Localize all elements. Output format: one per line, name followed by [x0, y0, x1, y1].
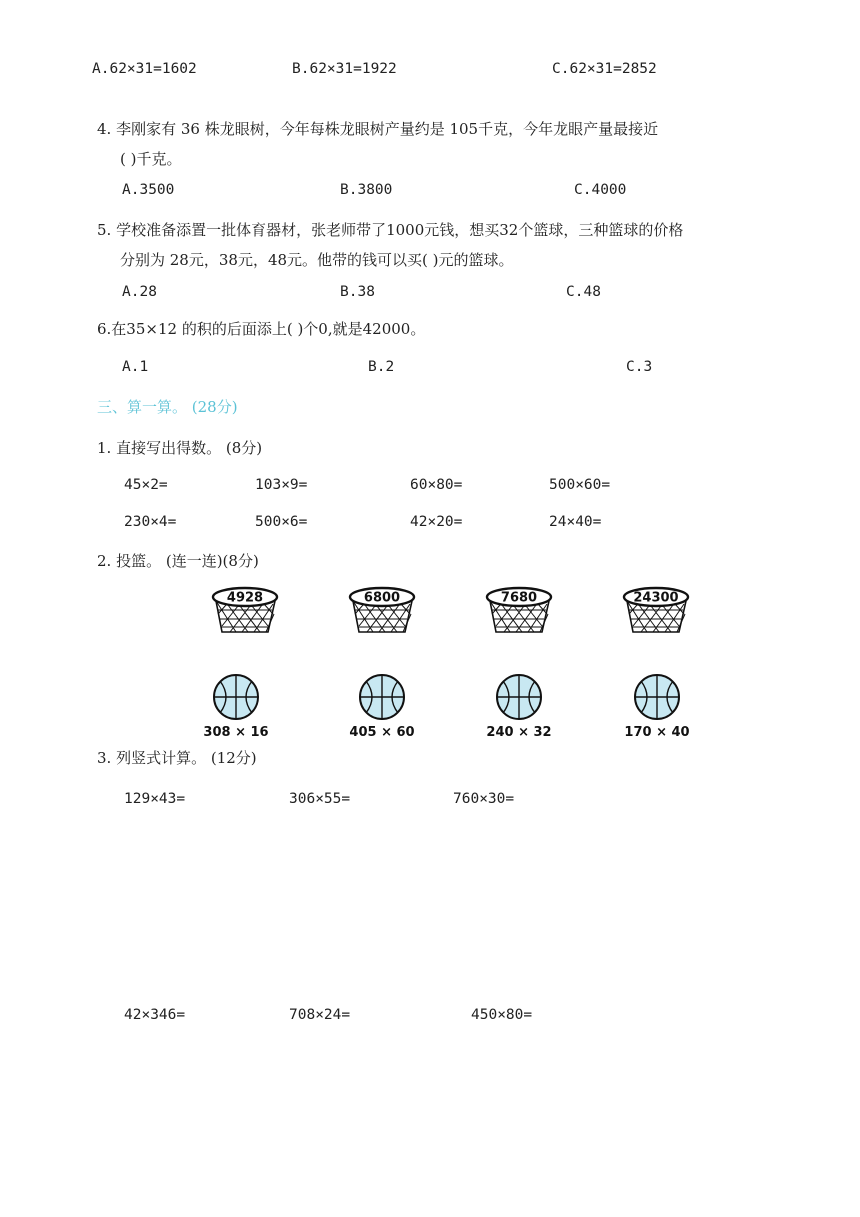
- hoop-number: 4928: [226, 590, 264, 606]
- basketball-icon: [625, 672, 689, 740]
- p1-r2-c3: 42×20=: [410, 514, 463, 530]
- q3-option-a: A.62×31=1602: [92, 61, 197, 77]
- basket-hoop-3: [484, 586, 554, 638]
- hoop-number: 7680: [500, 590, 538, 606]
- q3-option-c: C.62×31=2852: [552, 61, 657, 77]
- q4-option-a: A.3500: [122, 182, 175, 198]
- q5-option-c: C.48: [566, 284, 601, 300]
- q5-text-line2: 分别为 28元，38元，48元。他带的钱可以买( )元的篮球。: [120, 251, 514, 269]
- hoop-icon: [210, 586, 280, 638]
- hoop-icon: [484, 586, 554, 638]
- ball-expression: 240 × 32: [486, 725, 552, 740]
- part1-heading: 1. 直接写出得数。 (8分): [97, 439, 263, 457]
- p1-r1-c2: 103×9=: [255, 477, 308, 493]
- basketball-4: [625, 672, 689, 740]
- p1-r1-c3: 60×80=: [410, 477, 463, 493]
- p3-r2-c2: 708×24=: [289, 1007, 351, 1023]
- hoop-number: 24300: [633, 590, 679, 606]
- basketball-2: [350, 672, 414, 740]
- q4-option-c: C.4000: [574, 182, 627, 198]
- q3-option-b: B.62×31=1922: [292, 61, 397, 77]
- basket-hoop-2: [347, 586, 417, 638]
- basketball-1: [204, 672, 268, 740]
- q6-option-a: A.1: [122, 359, 149, 375]
- p3-r2-c1: 42×346=: [124, 1007, 186, 1023]
- part3-heading: 3. 列竖式计算。 (12分): [97, 749, 257, 767]
- q6-option-c: C.3: [626, 359, 653, 375]
- ball-expression: 405 × 60: [349, 725, 415, 740]
- ball-expression: 308 × 16: [203, 725, 269, 740]
- q4-text-line1: 4. 李刚家有 36 株龙眼树，今年每株龙眼树产量约是 105千克，今年龙眼产量最接近: [97, 120, 659, 138]
- q4-option-b: B.3800: [340, 182, 393, 198]
- hoop-icon: [621, 586, 691, 638]
- p1-r1-c1: 45×2=: [124, 477, 168, 493]
- basket-hoop-4: [621, 586, 691, 638]
- q5-text-line1: 5. 学校准备添置一批体育器材，张老师带了1000元钱，想买32个篮球，三种篮球的价格: [97, 221, 684, 239]
- hoop-icon: [347, 586, 417, 638]
- basketball-3: [487, 672, 551, 740]
- p3-r1-c1: 129×43=: [124, 791, 186, 807]
- p3-r1-c3: 760×30=: [453, 791, 515, 807]
- basketball-icon: [487, 672, 551, 740]
- p1-r1-c4: 500×60=: [549, 477, 611, 493]
- basket-hoop-1: [210, 586, 280, 638]
- basketball-icon: [204, 672, 268, 740]
- q5-option-a: A.28: [122, 284, 157, 300]
- part2-heading: 2. 投篮。 (连一连)(8分): [97, 552, 259, 570]
- p3-r1-c2: 306×55=: [289, 791, 351, 807]
- section-3-title: 三、算一算。 (28分): [97, 398, 238, 416]
- p3-r2-c3: 450×80=: [471, 1007, 533, 1023]
- hoop-number: 6800: [363, 590, 401, 606]
- p1-r2-c4: 24×40=: [549, 514, 602, 530]
- ball-expression: 170 × 40: [624, 725, 690, 740]
- q4-text-line2: ( )千克。: [120, 150, 182, 168]
- q5-option-b: B.38: [340, 284, 375, 300]
- q6-text: 6.在35×12 的积的后面添上( )个0,就是42000。: [97, 320, 426, 338]
- basketball-icon: [350, 672, 414, 740]
- p1-r2-c1: 230×4=: [124, 514, 177, 530]
- p1-r2-c2: 500×6=: [255, 514, 308, 530]
- q6-option-b: B.2: [368, 359, 395, 375]
